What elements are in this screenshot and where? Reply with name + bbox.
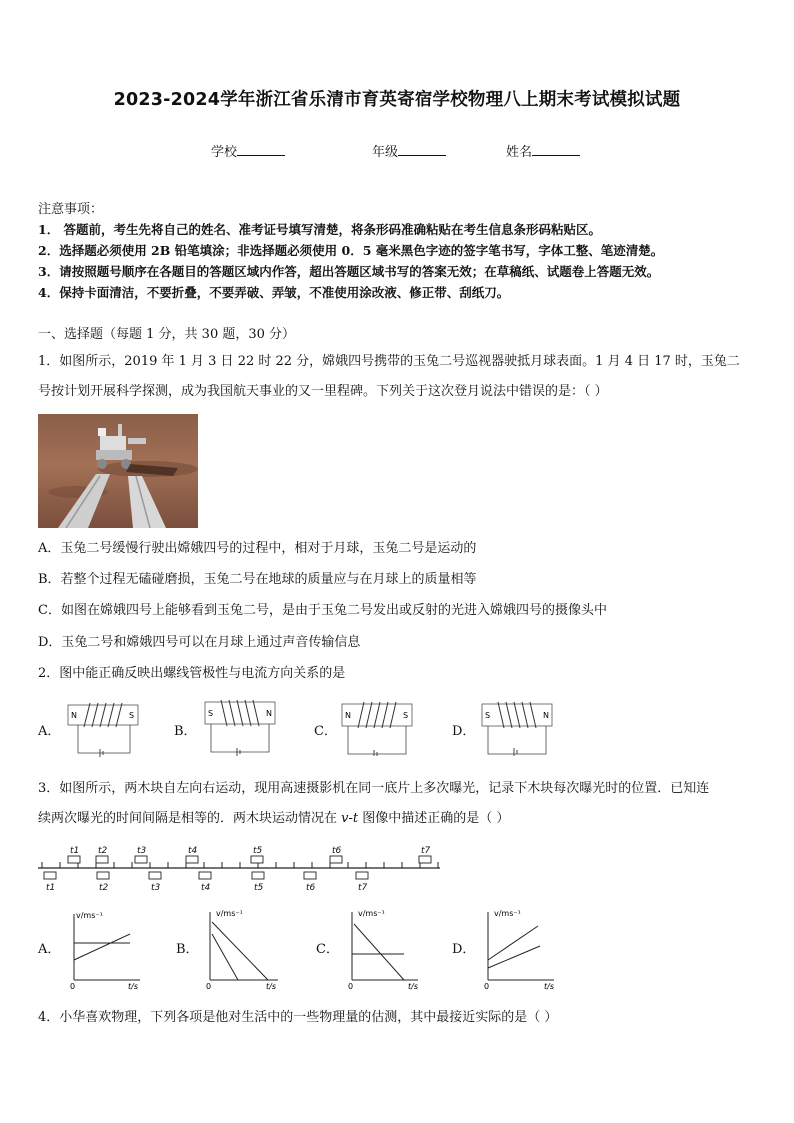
bottom-time-label: t4 bbox=[201, 883, 211, 893]
bottom-time-label: t2 bbox=[99, 883, 109, 893]
q2-option-b-label: B． bbox=[174, 724, 197, 739]
vt-graph-c bbox=[338, 906, 422, 990]
graph-xlabel: t/s bbox=[408, 982, 418, 990]
top-time-label: t7 bbox=[421, 846, 431, 856]
vt-graph-d bbox=[474, 906, 558, 990]
pole-label: S bbox=[208, 709, 214, 718]
q4-stem: 4．小华喜欢物理，下列各项是他对生活中的一些物理量的估测，其中最接近实际的是（ ） bbox=[38, 1010, 558, 1025]
pole-label: N bbox=[543, 711, 549, 720]
pole-label: N bbox=[71, 711, 77, 720]
school-blank bbox=[237, 143, 285, 156]
rover-photo bbox=[38, 414, 198, 528]
bottom-time-label: t6 bbox=[306, 883, 316, 893]
solenoid-diagram-a bbox=[66, 703, 140, 757]
school-field bbox=[211, 141, 285, 160]
q3-stem-text: 图像中描述正确的是（ ） bbox=[358, 811, 510, 826]
section-heading: 一、选择题（每题 1 分，共 30 题，30 分） bbox=[38, 327, 296, 342]
pole-label: N bbox=[345, 711, 351, 720]
q2-stem: 2．图中能正确反映出螺线管极性与电流方向关系的是 bbox=[38, 666, 346, 681]
notice-item: 4．保持卡面清洁，不要折叠，不要弄破、弄皱，不准使用涂改液、修正带、刮纸刀。 bbox=[38, 285, 510, 300]
q2-option-c-label: C． bbox=[314, 724, 337, 739]
graph-origin: 0 bbox=[348, 982, 354, 990]
q3-stem-line2 bbox=[38, 811, 509, 827]
graph-xlabel: t/s bbox=[544, 982, 554, 990]
graph-ylabel: v/ms⁻¹ bbox=[358, 909, 385, 918]
q1-stem-line2: 号按计划开展科学探测，成为我国航天事业的又一里程碑。下列关于这次登月说法中错误的是：（ ） bbox=[38, 384, 608, 399]
strobe-diagram bbox=[38, 842, 448, 894]
vt-graph-b bbox=[198, 906, 282, 990]
q1-stem-line1: 1．如图所示，2019 年 1 月 3 日 22 时 22 分，嫦娥四号携带的玉兔二号巡视器驶抵月球表面。1 月 4 日 17 时，玉兔二 bbox=[38, 354, 740, 369]
bottom-time-label: t5 bbox=[254, 883, 264, 893]
pole-label: S bbox=[129, 711, 135, 720]
page-title: 2023-2024学年浙江省乐清市育英寄宿学校物理八上期末考试模拟试题 bbox=[113, 90, 681, 110]
graph-ylabel: v/ms⁻¹ bbox=[76, 911, 103, 920]
q2-option-d-label: D． bbox=[452, 724, 476, 739]
bottom-time-label: t7 bbox=[358, 883, 368, 893]
pole-label: S bbox=[403, 711, 409, 720]
school-label: 学校 bbox=[211, 145, 238, 160]
vt-symbol: v-t bbox=[341, 811, 359, 826]
top-time-label: t1 bbox=[70, 846, 80, 856]
q1-option-b: B．若整个过程无磕碰磨损，玉兔二号在地球的质量应与在月球上的质量相等 bbox=[38, 572, 477, 587]
graph-ylabel: v/ms⁻¹ bbox=[494, 909, 521, 918]
bottom-time-label: t1 bbox=[46, 883, 56, 893]
graph-xlabel: t/s bbox=[128, 982, 138, 990]
q1-option-c: C．如图在嫦娥四号上能够看到玉兔二号，是由于玉兔二号发出或反射的光进入嫦娥四号的摄像头中 bbox=[38, 603, 607, 618]
grade-field bbox=[372, 141, 446, 160]
q3-stem-line1: 3．如图所示，两木块自左向右运动，现用高速摄影机在同一底片上多次曝光，记录下木块每次曝光时的位置．已知连 bbox=[38, 781, 710, 796]
notice-item: 1． 答题前，考生先将自己的姓名、准考证号填写清楚，将条形码准确粘贴在考生信息条形码粘贴区。 bbox=[38, 222, 602, 237]
top-time-label: t5 bbox=[253, 846, 263, 856]
graph-xlabel: t/s bbox=[266, 982, 276, 990]
q3-option-c-label: C． bbox=[316, 942, 339, 957]
graph-origin: 0 bbox=[484, 982, 490, 990]
solenoid-diagram-d bbox=[478, 702, 554, 756]
bottom-time-label: t3 bbox=[151, 883, 161, 893]
grade-label: 年级 bbox=[372, 145, 399, 160]
q1-option-d: D．玉兔二号和嫦娥四号可以在月球上通过声音传输信息 bbox=[38, 635, 361, 650]
top-time-label: t2 bbox=[98, 846, 108, 856]
notice-heading: 注意事项： bbox=[38, 202, 104, 217]
q1-option-a: A．玉兔二号缓慢行驶出嫦娥四号的过程中，相对于月球，玉兔二号是运动的 bbox=[38, 541, 477, 556]
top-time-label: t4 bbox=[188, 846, 198, 856]
grade-blank bbox=[398, 143, 446, 156]
top-time-label: t6 bbox=[332, 846, 342, 856]
graph-ylabel: v/ms⁻¹ bbox=[216, 909, 243, 918]
pole-label: S bbox=[485, 711, 491, 720]
name-blank bbox=[532, 143, 580, 156]
vt-graph-a bbox=[60, 908, 144, 990]
notice-item: 3．请按照题号顺序在各题目的答题区域内作答，超出答题区域书写的答案无效；在草稿纸、试题卷上答题无效。 bbox=[38, 264, 660, 279]
notice-item: 2．选择题必须使用 2B 铅笔填涂；非选择题必须使用 0．5 毫米黑色字迹的签字笔书写，字体工整、笔迹清楚。 bbox=[38, 243, 664, 258]
q3-stem-text: 续两次曝光的时间间隔是相等的．两木块运动情况在 bbox=[38, 811, 342, 826]
q3-option-d-label: D． bbox=[452, 942, 476, 957]
pole-label: N bbox=[266, 709, 272, 718]
q3-option-b-label: B． bbox=[176, 942, 199, 957]
q3-option-a-label: A． bbox=[38, 942, 61, 957]
graph-origin: 0 bbox=[70, 982, 76, 990]
q2-option-a-label: A． bbox=[38, 724, 61, 739]
solenoid-diagram-b bbox=[203, 700, 277, 756]
top-time-label: t3 bbox=[137, 846, 147, 856]
solenoid-diagram-c bbox=[340, 702, 414, 756]
graph-origin: 0 bbox=[206, 982, 212, 990]
name-label: 姓名 bbox=[506, 145, 533, 160]
name-field bbox=[506, 141, 580, 160]
